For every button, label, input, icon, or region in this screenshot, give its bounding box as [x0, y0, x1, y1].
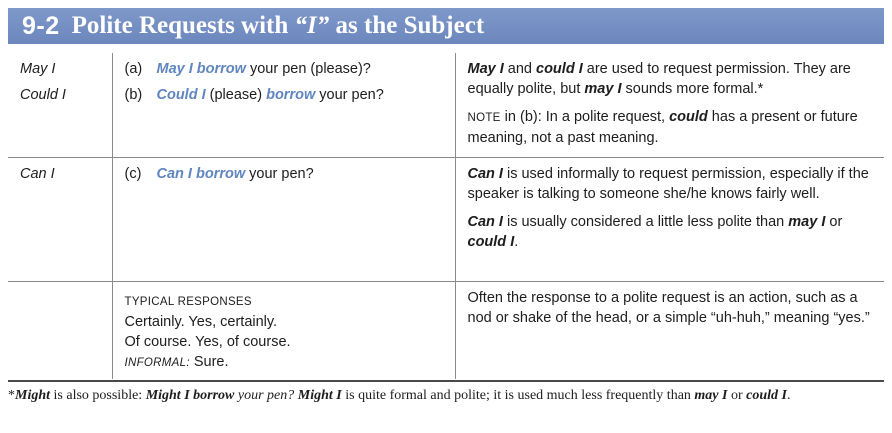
- text-run: your pen?: [245, 165, 314, 182]
- response-line: Of course. Yes, of course.: [124, 333, 291, 350]
- example-text: [157, 61, 371, 77]
- text-run: borrow: [266, 87, 316, 103]
- explanation-cell: [455, 157, 884, 281]
- text-run: is used informally to request permission, especially if the speaker is talking to someone she/he knows fairly well.: [467, 165, 869, 202]
- response-explanation: Often the response to a polite request is an action, such as a nod or shake of the head, or a simple “uh-huh,” meaning “yes.”: [467, 289, 870, 326]
- example-a: [125, 59, 445, 79]
- chart-header: [8, 8, 884, 44]
- form-label: Could I: [20, 87, 66, 103]
- text-run: Can I: [467, 165, 503, 182]
- text-run: Might I borrow: [145, 388, 235, 403]
- explanation-text: [468, 212, 875, 252]
- text-run: could I: [467, 233, 515, 250]
- form-cell-empty: [8, 281, 112, 379]
- form-label: May I: [20, 61, 56, 77]
- chart-row: [8, 157, 884, 281]
- text-run: may I: [694, 388, 728, 403]
- explanation-text: [468, 59, 875, 99]
- text-run: NOTE: [467, 112, 501, 124]
- text-run: could: [669, 109, 708, 125]
- responses-cell: [112, 281, 455, 379]
- informal-text: Sure.: [189, 353, 229, 370]
- text-run: is usually considered a little less polite than: [502, 213, 789, 230]
- chart-row: [8, 281, 884, 379]
- responses-heading: TYPICAL RESPONSES: [124, 295, 252, 308]
- form-cell: [8, 157, 112, 281]
- example-text: [157, 166, 314, 182]
- section-title: [72, 12, 485, 40]
- footnote: [8, 386, 884, 405]
- text-run: your pen?: [315, 87, 384, 103]
- example-label: (c): [124, 165, 142, 182]
- title-part: Polite Requests with: [71, 12, 295, 39]
- title-part-i: “I”: [294, 12, 330, 39]
- example-label: (b): [124, 87, 143, 103]
- text-run: and: [503, 61, 537, 77]
- text-run: Can I: [467, 213, 503, 230]
- explanation-text: [468, 164, 875, 204]
- text-run: your pen (please)?: [245, 61, 371, 77]
- text-run: is quite formal and polite; it is used much less frequently than: [341, 388, 695, 403]
- examples-cell: [112, 157, 455, 281]
- text-run: is also possible:: [50, 388, 146, 403]
- form-cell: [8, 53, 112, 157]
- example-c: [125, 164, 445, 184]
- text-run: Might: [15, 388, 51, 403]
- text-run: .: [514, 233, 519, 250]
- grammar-chart: [8, 53, 884, 379]
- example-label: (a): [124, 61, 143, 77]
- text-run: may I: [584, 81, 622, 97]
- text-run: or: [727, 388, 747, 403]
- example-text: [157, 87, 384, 103]
- text-run: your pen?: [234, 388, 295, 403]
- text-run: .: [786, 388, 791, 403]
- text-run: or: [825, 213, 843, 230]
- text-run: are used to request permission. They are equally polite, but: [467, 61, 851, 97]
- text-run: May I: [467, 61, 504, 77]
- text-run: (please): [205, 87, 267, 103]
- explanation-note: [468, 107, 875, 148]
- text-run: Can I borrow: [156, 165, 246, 182]
- text-run: in (b): In a polite request,: [500, 109, 670, 125]
- text-run: sounds more formal.*: [621, 81, 764, 97]
- text-run: Could I: [156, 87, 206, 103]
- explanation-cell: [455, 281, 884, 379]
- response-informal: [125, 352, 445, 373]
- examples-cell: [112, 53, 455, 157]
- section-number: 9-2: [22, 11, 60, 40]
- title-part: as the Subject: [329, 12, 485, 39]
- response-line: Certainly. Yes, certainly.: [124, 313, 278, 330]
- form-label: Can I: [20, 165, 55, 182]
- example-b: [125, 85, 445, 105]
- text-run: *: [8, 388, 15, 403]
- text-run: could I: [536, 61, 583, 77]
- text-run: Might I: [297, 388, 342, 403]
- text-run: could I: [746, 388, 787, 403]
- text-run: may I: [788, 213, 826, 230]
- chart-row: [8, 53, 884, 157]
- text-run: May I borrow: [156, 61, 246, 77]
- text-run: has a present or future meaning, not a past meaning.: [467, 109, 858, 146]
- informal-label: INFORMAL:: [124, 356, 190, 369]
- explanation-cell: [455, 53, 884, 157]
- typical-responses: [125, 288, 445, 373]
- footnote-rule: [8, 380, 884, 382]
